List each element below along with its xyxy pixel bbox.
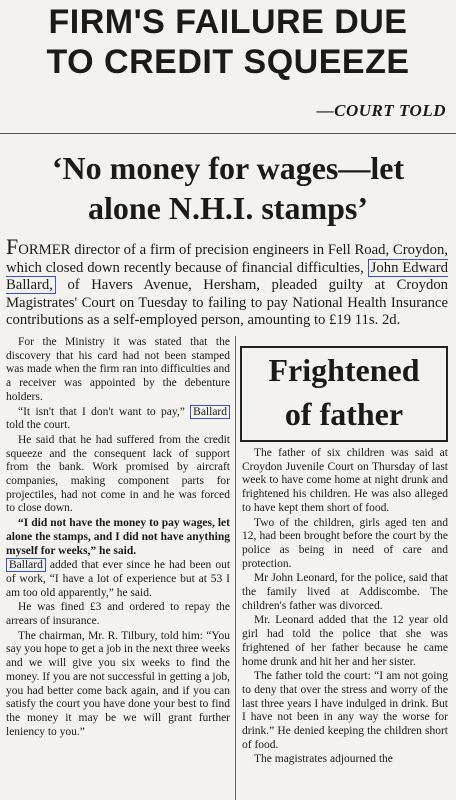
paragraph-text: added that ever since he had been out of work, “I have a lot of experience but at 53 I am too old apparently,” he said.	[6, 559, 231, 599]
subheadline	[4, 148, 452, 228]
lead-text-part1: ORMER director of a firm of precision engineers in Fell Road, Croydon, which closed down recently because of financial difficulties,	[6, 242, 448, 276]
paragraph: The father told the court: “I am not going to deny that over the stress and worry of the last three years I have indulged in drink. But I have not been in any way the worse for drink.” He denied keeping the children short of food.	[242, 670, 448, 751]
sidebar-headline	[240, 346, 448, 442]
paragraph	[6, 406, 230, 433]
lead-text-part2: of Havers Avenue, Hersham, pleaded guilty at Croydon Magistrates' Court on Tuesday to failing to pay National Health Insurance contributions as a self-employed person, amounting to £19 11s. 2d.	[6, 277, 449, 329]
paragraph: Mr. Leonard added that the 12 year old girl had told the police that she was frightened of her father because he came home drunk and hit her and her sister.	[242, 614, 448, 668]
paragraph: The magistrates adjourned the	[254, 753, 393, 766]
quote-text: “It isn't that I don't want to pay,”	[18, 405, 185, 418]
paragraph-text: told the court.	[6, 419, 71, 432]
paragraph: The chairman, Mr. R. Tilbury, told him: “You say you hope to get a job in the next three weeks and we will give you six weeks to find the money. If you are not successful in getting a job, you had better come back again, and if you can satisfy the court you have done your best to find the money it may be we will grant further leniency to you.”	[6, 629, 230, 738]
headline-kicker: —COURT TOLD	[316, 101, 446, 120]
column-divider	[235, 336, 236, 800]
main-headline-line2: TO CREDIT SQUEEZE	[46, 43, 410, 81]
sidebar-headline-line1: Frightened	[268, 352, 420, 388]
right-column	[242, 447, 448, 768]
paragraph: He was fined £3 and ordered to repay the arrears of insurance.	[6, 601, 230, 628]
left-column	[6, 336, 230, 740]
paragraph: He said that he had suffered from the credit squeeze and the consequent lack of support from the bank. Work promised by aircraft companies, making component parts for projectiles, had not come in and he was forced to close down.	[6, 433, 230, 515]
paragraph	[6, 559, 230, 600]
paragraph: Two of the children, girls aged ten and 12, had been brought before the court by the police as being in need of care and protection.	[242, 516, 448, 570]
divider	[0, 133, 456, 134]
drop-cap: F	[6, 234, 19, 259]
paragraph: The father of six children was said at Croydon Juvenile Court on Thursday of last week to have come home at night drunk and frightened his children. He was also alleged to have kept them short of food.	[242, 447, 448, 514]
bold-quote: “I did not have the money to pay wages, let alone the stamps, and I did not have anything myself for weeks,” he said.	[6, 517, 230, 557]
lead-paragraph	[6, 234, 449, 330]
main-headline-line1: FIRM'S FAILURE DUE	[48, 3, 408, 41]
subheadline-line1: ‘No money for wages—let	[51, 150, 405, 186]
paragraph: Mr John Leonard, for the police, said that the family lived at Addiscombe. The children's father was divorced.	[242, 572, 448, 612]
main-headline	[6, 2, 450, 82]
highlighted-name: Ballard	[190, 405, 230, 419]
sidebar-headline-line2: of father	[284, 396, 404, 432]
paragraph: For the Ministry it was stated that the discovery that his card had not been stamped was made when the firm ran into difficulties and a receiver was appointed by the debenture holders.	[6, 336, 230, 403]
highlighted-name: John Edward Ballard,	[6, 259, 448, 294]
subheadline-line2: alone N.H.I. stamps’	[87, 190, 368, 226]
highlighted-name: Ballard	[6, 558, 46, 572]
